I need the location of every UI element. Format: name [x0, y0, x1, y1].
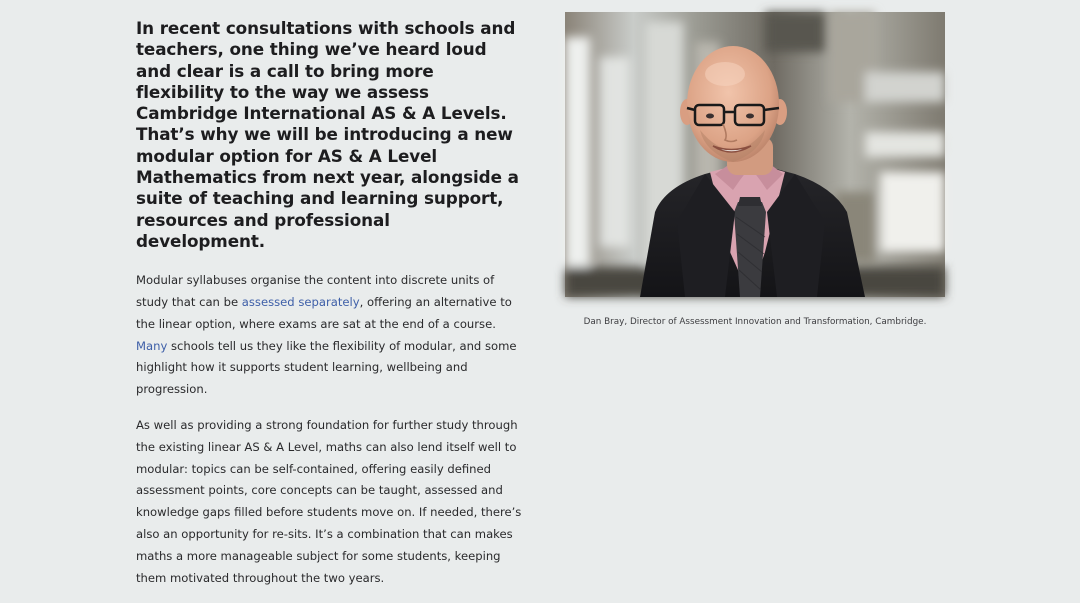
photo-caption: Dan Bray, Director of Assessment Innovation and Transformation, Cambridge.: [583, 317, 927, 327]
many-schools-link[interactable]: Many: [136, 338, 168, 353]
photo-column: [565, 12, 945, 328]
assessed-separately-link[interactable]: assessed separately: [241, 295, 360, 310]
body-paragraph-2: As well as providing a strong foundation for further study through the existing linear AS & A Level, maths can also lend itself well to modular: topics can be self-contained, offering easily defined assessment points, core concepts can be taught, assessed and knowledge gaps filled before students move on. If needed, there’s also an opportunity for re-sits. It’s a combination that can makes maths a more manageable subject for some students, keeping them motivated throughout the two years.: [136, 418, 522, 585]
para1-text-2: , offering an alternative to the linear option, where exams are sat at the end of a course.: [136, 295, 512, 331]
lead-paragraph: In recent consultations with schools and teachers, one thing we’ve heard loud and clear is a call to bring more flexibility to the way we assess Cambridge International AS & A Levels. That’s why we will be introducing a new modular option for AS & A Level Mathematics from next year, alongside a suite of teaching and learning support, resources and professional development.: [136, 18, 519, 251]
body-paragraph-1: [136, 270, 524, 401]
para1-text-1: Modular syllabuses organise the content into discrete units of study that can be: [136, 273, 495, 310]
para1-text-3: schools tell us they like the flexibility of modular, and some highlight how it supports student learning, wellbeing and progression.: [136, 338, 517, 397]
article-text-column: [136, 18, 524, 603]
portrait-photo: [565, 12, 945, 297]
